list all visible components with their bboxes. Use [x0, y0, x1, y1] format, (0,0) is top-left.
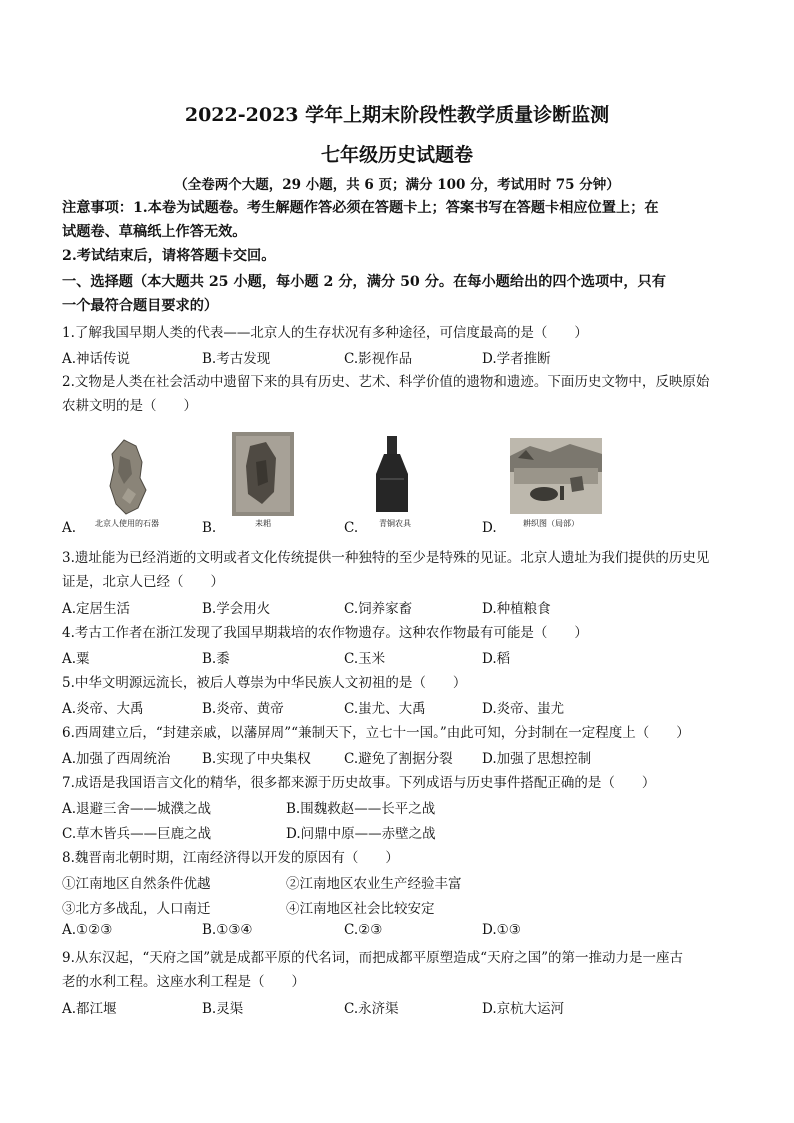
question-line: 3.遗址能为已经消逝的文明或者文化传统提供一种独特的至少是特殊的见证。北京人遗址为我们提供的历史见 [62, 550, 710, 566]
question-4: 4.考古工作者在浙江发现了我国早期栽培的农作物遗存。这种农作物最有可能是（ ） [62, 625, 588, 641]
question-5: 5.中华文明源远流长，被后人尊崇为中华民族人文初祖的是（ ） [62, 675, 467, 691]
option-c: C.永济渠 [344, 1001, 399, 1017]
option-a: A. [62, 520, 77, 536]
option-d: D.问鼎中原——赤壁之战 [286, 826, 436, 842]
question-7-options-row2 [62, 822, 742, 844]
option-b: B.围魏救赵——长平之战 [286, 801, 436, 817]
option-d: D.种植粮食 [482, 601, 551, 617]
painting-image [510, 438, 602, 514]
notice-line: 试题卷、草稿纸上作答无效。 [62, 224, 247, 240]
question-6-options [62, 747, 742, 769]
question-5-options [62, 697, 742, 719]
question-line: 证是，北京人已经（ ） [62, 574, 224, 590]
question-line: 老的水利工程。这座水利工程是（ ） [62, 974, 305, 990]
exam-info: （全卷两个大题，29 小题，共 6 页；满分 100 分，考试用时 75 分钟） [174, 177, 620, 193]
question-3-options [62, 597, 742, 619]
question-8-options [62, 922, 742, 944]
option-c: C.饲养家畜 [344, 601, 413, 617]
question-2-images [62, 428, 742, 538]
option-b: B.炎帝、黄帝 [202, 701, 284, 717]
option-b: B.学会用火 [202, 601, 271, 617]
option-b: B.考古发现 [202, 351, 271, 367]
caption-d: 耕织图（局部） [523, 519, 579, 528]
question-3 [62, 546, 742, 594]
question-9 [62, 946, 742, 994]
notice-block [62, 196, 742, 268]
option-a: A.粟 [62, 651, 90, 667]
option-c: C.避免了割据分裂 [344, 751, 453, 767]
leisi-image [232, 432, 294, 516]
option-c: C. [344, 520, 359, 536]
option-b: B.实现了中央集权 [202, 751, 311, 767]
option-b: B.灵渠 [202, 1001, 244, 1017]
option-a: A.炎帝、大禹 [62, 701, 144, 717]
statement-1: ①江南地区自然条件优越 [62, 876, 211, 892]
caption-b: 耒耜 [255, 519, 271, 528]
option-b: B.①③④ [202, 922, 253, 938]
option-c: C.草木皆兵——巨鹿之战 [62, 826, 212, 842]
section-line: 一、选择题（本大题共 25 小题，每小题 2 分，满分 50 分。在每小题给出的四个选项中，只有 [62, 274, 666, 290]
question-9-options [62, 997, 742, 1019]
question-7: 7.成语是我国语言文化的精华，很多都来源于历史故事。下列成语与历史事件搭配正确的是（ ） [62, 775, 656, 791]
question-1: 1.了解我国早期人类的代表——北京人的生存状况有多种途径，可信度最高的是（ ） [62, 325, 588, 341]
option-a: A.退避三舍——城濮之战 [62, 801, 212, 817]
question-6: 6.西周建立后，“封建亲戚，以藩屏周”“兼制天下，立七十一国。”由此可知，分封制在一定程度上（ ） [62, 725, 690, 741]
section-line: 一个最符合题目要求的） [62, 298, 219, 314]
question-4-options [62, 647, 742, 669]
option-c: C.玉米 [344, 651, 386, 667]
exam-subtitle: 七年级历史试题卷 [320, 144, 473, 166]
option-d: D. [482, 520, 497, 536]
option-c: C.②③ [344, 922, 383, 938]
question-1-options [62, 347, 742, 369]
question-2 [62, 370, 742, 418]
question-line: 2.文物是人类在社会活动中遗留下来的具有历史、艺术、科学价值的遗物和遗迹。下面历史文物中，反映原始 [62, 374, 710, 390]
option-d: D.炎帝、蚩尤 [482, 701, 565, 717]
question-8: 8.魏晋南北朝时期，江南经济得以开发的原因有（ ） [62, 850, 399, 866]
option-a: A.①②③ [62, 922, 113, 938]
option-d: D.稻 [482, 651, 511, 667]
question-8-items-row2 [62, 897, 742, 919]
option-d: D.学者推断 [482, 351, 551, 367]
option-a: A.神话传说 [62, 351, 131, 367]
option-a: A.加强了西周统治 [62, 751, 171, 767]
statement-2: ②江南地区农业生产经验丰富 [286, 876, 462, 892]
question-8-items-row1 [62, 872, 742, 894]
option-c: C.蚩尤、大禹 [344, 701, 426, 717]
caption-a: 北京人使用的石器 [95, 519, 159, 528]
question-line: 农耕文明的是（ ） [62, 398, 197, 414]
exam-title: 2022-2023 学年上期末阶段性教学质量诊断监测 [184, 104, 610, 126]
bronze-tool-image [372, 434, 412, 516]
option-d: D.①③ [482, 922, 521, 938]
stone-tool-image [102, 438, 152, 516]
caption-c: 青铜农具 [379, 519, 411, 528]
option-d: D.京杭大运河 [482, 1001, 565, 1017]
option-d: D.加强了思想控制 [482, 751, 592, 767]
option-b: B. [202, 520, 217, 536]
notice-line: 2.考试结束后，请将答题卡交回。 [62, 248, 276, 264]
question-7-options-row1 [62, 797, 742, 819]
statement-4: ④江南地区社会比较安定 [286, 901, 435, 917]
option-a: A.定居生活 [62, 601, 131, 617]
question-line: 9.从东汉起，“天府之国”就是成都平原的代名词，而把成都平原塑造成“天府之国”的第一推动力是一座古 [62, 950, 683, 966]
option-a: A.都江堰 [62, 1001, 117, 1017]
notice-line: 注意事项：1.本卷为试题卷。考生解题作答必须在答题卡上；答案书写在答题卡相应位置上；在 [62, 200, 659, 216]
option-b: B.黍 [202, 651, 230, 667]
section-heading [62, 270, 742, 318]
option-c: C.影视作品 [344, 351, 413, 367]
statement-3: ③北方多战乱，人口南迁 [62, 901, 211, 917]
